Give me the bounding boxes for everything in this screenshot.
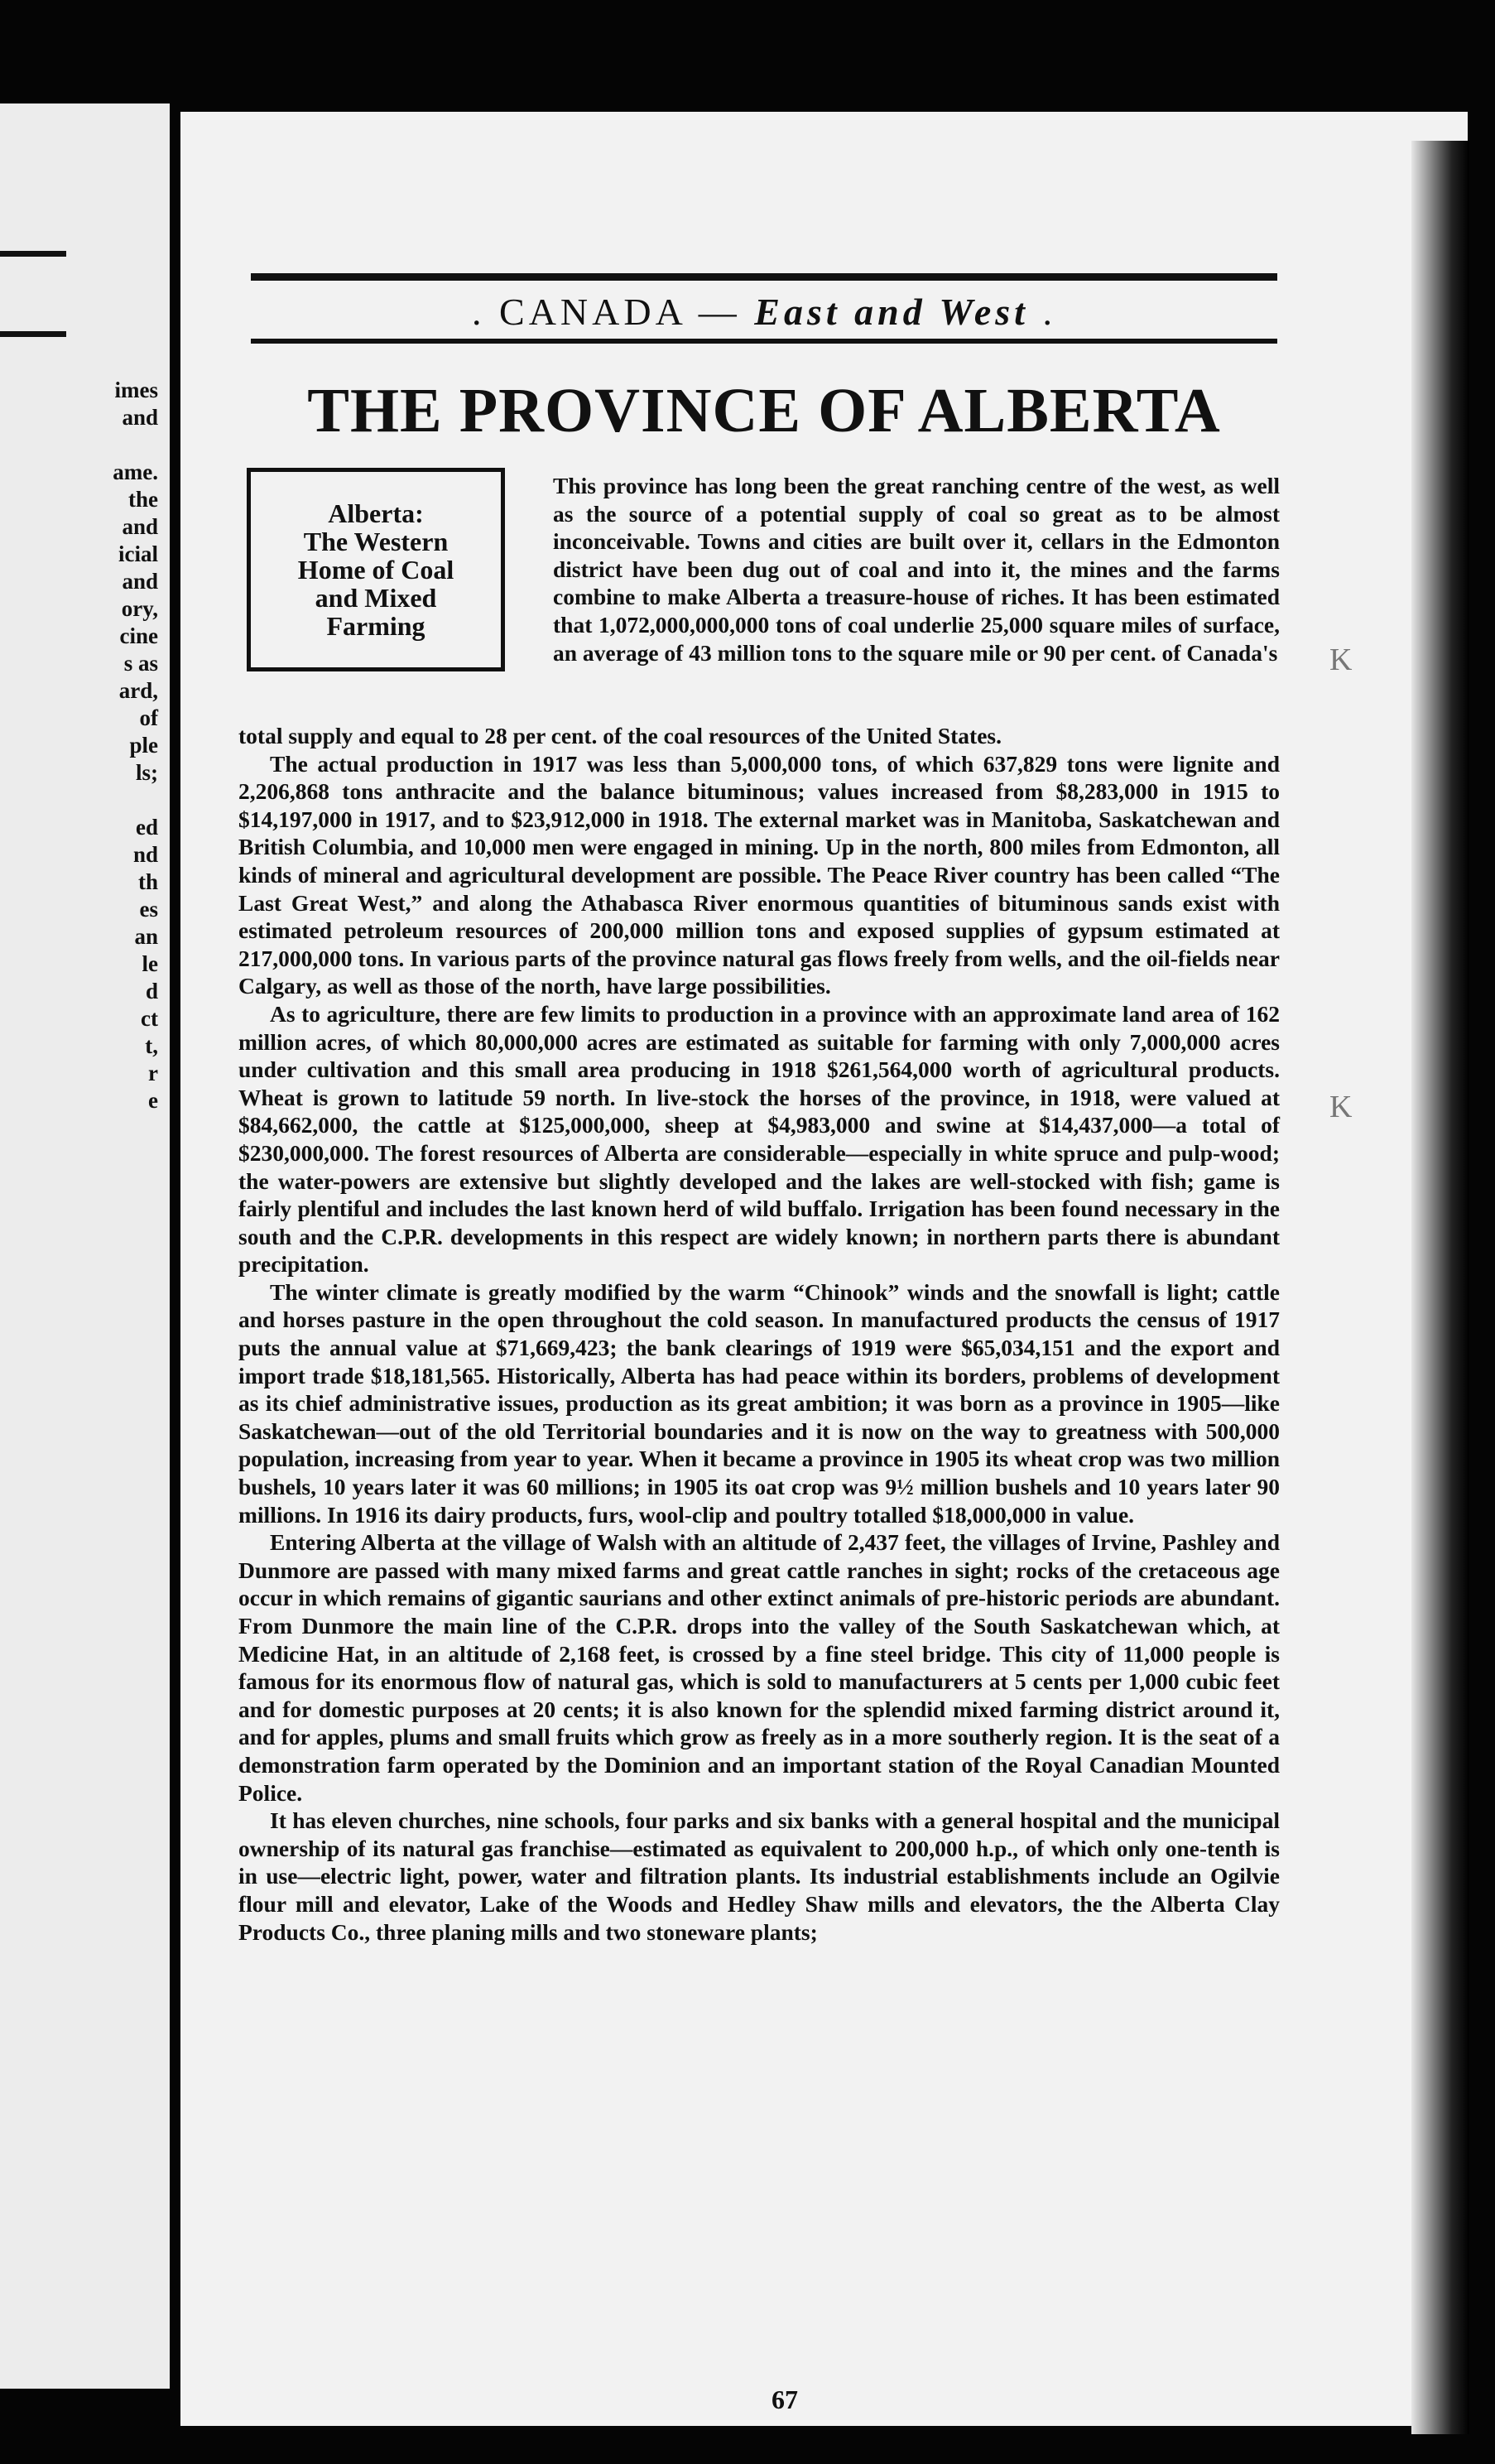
left-page-fragment-line: an: [134, 924, 158, 949]
sidebar-box: [247, 468, 505, 671]
left-page-fragment-line: [113, 431, 158, 459]
paragraph: This province has long been the great ranching centre of the west, as well as the source of a potential supply of coal so great as to be almost inconceivable. Towns and cities are built over it, cellars in the Edmonton district have been dug out of coal and into it, the mines and the farms combine to make Alberta a treasure-house of riches. It has been estimated that 1,072,000,000,000 tons of coal underlie 25,000 square miles of surface, an average of 43 million tons to the square mile or 90 per cent. of Canada's: [553, 473, 1280, 666]
running-head-prefix: . CANADA —: [472, 291, 741, 333]
sidebox-line: and Mixed: [315, 583, 437, 613]
margin-annotation: K: [1329, 1090, 1353, 1124]
paragraph: As to agriculture, there are few limits to production in a province with an approximate land area of 162 million acres, of which 80,000,000 acres are estimated as suitable for farming with only 7,000,000 acres under cultivation and this small area producing in 1918 $261,564,000 worth of agricultural products. Wheat is grown to latitude 59 north. In live-stock the horses of the province, in 1918, were valued at $84,662,000, the cattle at $125,000,000, sheep at $4,983,000 and swine at $14,437,000—a total of $230,000,000. The forest resources of Alberta are considerable—especially in white spruce and pulp-wood; the water-powers are extensive but slightly developed and the lakes are well-stocked with fish; game is fairly plentiful and includes the last known herd of wild buffalo. Irrigation has been found necessary in the south and the C.P.R. developments in this respect are widely known; in northern parts there is abundant precipitation.: [238, 1000, 1280, 1278]
left-page-fragment-line: ple: [129, 733, 158, 758]
left-page-fragment-line: r: [148, 1061, 158, 1085]
sidebox-line: The Western: [303, 527, 449, 556]
main-text: [238, 722, 1280, 1946]
margin-annotation: K: [1329, 642, 1353, 677]
left-page-fragment-line: of: [139, 705, 158, 730]
running-head: [251, 281, 1277, 339]
left-page-fragment-line: and: [122, 405, 158, 430]
left-page-fragment-line: and: [122, 569, 158, 594]
left-page-fragment-line: cine: [119, 623, 158, 648]
page-edge-shadow: [1411, 141, 1469, 2434]
left-page-fragment-line: and: [122, 514, 158, 539]
sidebox-line: Home of Coal: [297, 555, 454, 585]
left-page-fragment-line: ed: [136, 815, 158, 840]
left-page-fragment: [0, 103, 170, 2389]
left-page-fragment-line: ct: [141, 1006, 158, 1031]
left-page-fragment-line: ard,: [118, 678, 158, 703]
header-rule-top: [251, 273, 1277, 281]
left-page-fragment-line: [113, 787, 158, 814]
left-page-fragment-line: nd: [132, 842, 158, 867]
paragraph: The actual production in 1917 was less than 5,000,000 tons, of which 637,829 tons were lignite and 2,206,868 tons anthracite and the balance bituminous; values increased from $8,283,000 in 1915 to $14,197,000 in 1917, and to $23,912,000 in 1918. The external market was in Manitoba, Saskatchewan and British Columbia, and 10,000 men were engaged in mining. Up in the north, 800 miles from Edmonton, all kinds of mineral and agricultural development are possible. The Peace River country has been called “The Last Great West,” and along the Athabasca River enormous quantities of bituminous sands exist with estimated petroleum resources of 200,000 million tons and exposed supplies of gypsum estimated at 217,000,000 tons. In various parts of the province natural gas flows freely from wells, and the oil-fields near Calgary, as well as those of the north, have large possibilities.: [238, 750, 1280, 999]
page-title: THE PROVINCE OF ALBERTA: [307, 376, 1221, 445]
left-page-fragment-line: d: [145, 979, 158, 1003]
left-page-rule-bottom: [0, 331, 66, 337]
left-page-fragment-line: le: [142, 951, 158, 976]
sidebox-line: Alberta:: [328, 498, 424, 528]
paragraph-1-wrapped: [553, 472, 1280, 667]
header-rule-bottom: [251, 339, 1277, 344]
paragraph: total supply and equal to 28 per cent. of the coal resources of the United States.: [238, 723, 1002, 748]
left-page-fragment-line: ory,: [121, 596, 158, 621]
left-page-fragment-line: s as: [123, 651, 158, 676]
left-page-fragment-line: t,: [145, 1033, 158, 1058]
page-header: [251, 273, 1277, 344]
left-page-fragment-line: e: [148, 1088, 158, 1113]
left-page-rule-top: [0, 251, 66, 257]
page: [180, 112, 1468, 2426]
left-page-text-fragments: [113, 377, 158, 1114]
left-page-fragment-line: es: [139, 897, 158, 922]
running-head-suffix: .: [1042, 291, 1056, 333]
paragraph: It has eleven churches, nine schools, four parks and six banks with a general hospital and the municipal ownership of its natural gas franchise—estimated as equivalent to 200,000 h.p., of which only one-tenth is in use—electric light, power, water and filtration plants. Its industrial establishments include an Ogilvie flour mill and elevator, Lake of the Woods and Hedley Shaw mills and elevators, the the Alberta Clay Products Co., three planing mills and two stoneware plants;: [238, 1807, 1280, 1945]
paragraph: The winter climate is greatly modified by the warm “Chinook” winds and the snowfall is light; cattle and horses pasture in the open throughout the cold season. In manufactured products the census of 1917 puts the annual value at $71,669,423; the bank clearings of 1919 were $65,034,151 and the export and import trade $18,181,565. Historically, Alberta has had peace within its borders, problems of development as its chief administrative issues, production as its great ambition; it was born as a province in 1905—like Saskatchewan—out of the old Territorial boundaries and it is now on the way to greatness with 500,000 population, increasing from year to year. When it became a province in 1905 its wheat crop was two million bushels, 10 years later it was 60 millions; in 1905 its oat crop was 9½ million bushels and 10 years later 90 millions. In 1916 its dairy products, furs, wool-clip and poultry totalled $18,000,000 in value.: [238, 1278, 1280, 1528]
left-page-fragment-line: ls;: [136, 760, 158, 785]
paragraph: Entering Alberta at the village of Walsh with an altitude of 2,437 feet, the villages of Irvine, Pashley and Dunmore are passed with many mixed farms and great cattle ranches in sight; rocks of the cretaceous age occur in which remains of gigantic saurians and other extinct animals of pre-historic periods are abundant. From Dunmore the main line of the C.P.R. drops into the valley of the South Saskatchewan which, at Medicine Hat, in an altitude of 2,168 feet, is crossed by a fine steel bridge. This city of 11,000 people is famous for its enormous flow of natural gas, which is sold to manufacturers at 5 cents per 1,000 cubic feet and for domestic purposes at 20 cents; it is also known for the splendid mixed farming district around it, and for apples, plums and small fruits which grow as freely as in a more southerly region. It is the seat of a demonstration farm operated by the Dominion and an important station of the Royal Canadian Mounted Police.: [238, 1529, 1280, 1806]
left-page-fragment-line: icial: [118, 541, 158, 566]
sidebox-line: Farming: [326, 611, 425, 641]
left-page-fragment-line: th: [137, 869, 158, 894]
left-page-fragment-line: imes: [114, 378, 158, 402]
running-head-italic: East and West: [754, 291, 1029, 333]
left-page-fragment-line: the: [128, 487, 158, 512]
page-number: 67: [772, 2385, 798, 2414]
left-page-fragment-line: ame.: [113, 460, 158, 484]
